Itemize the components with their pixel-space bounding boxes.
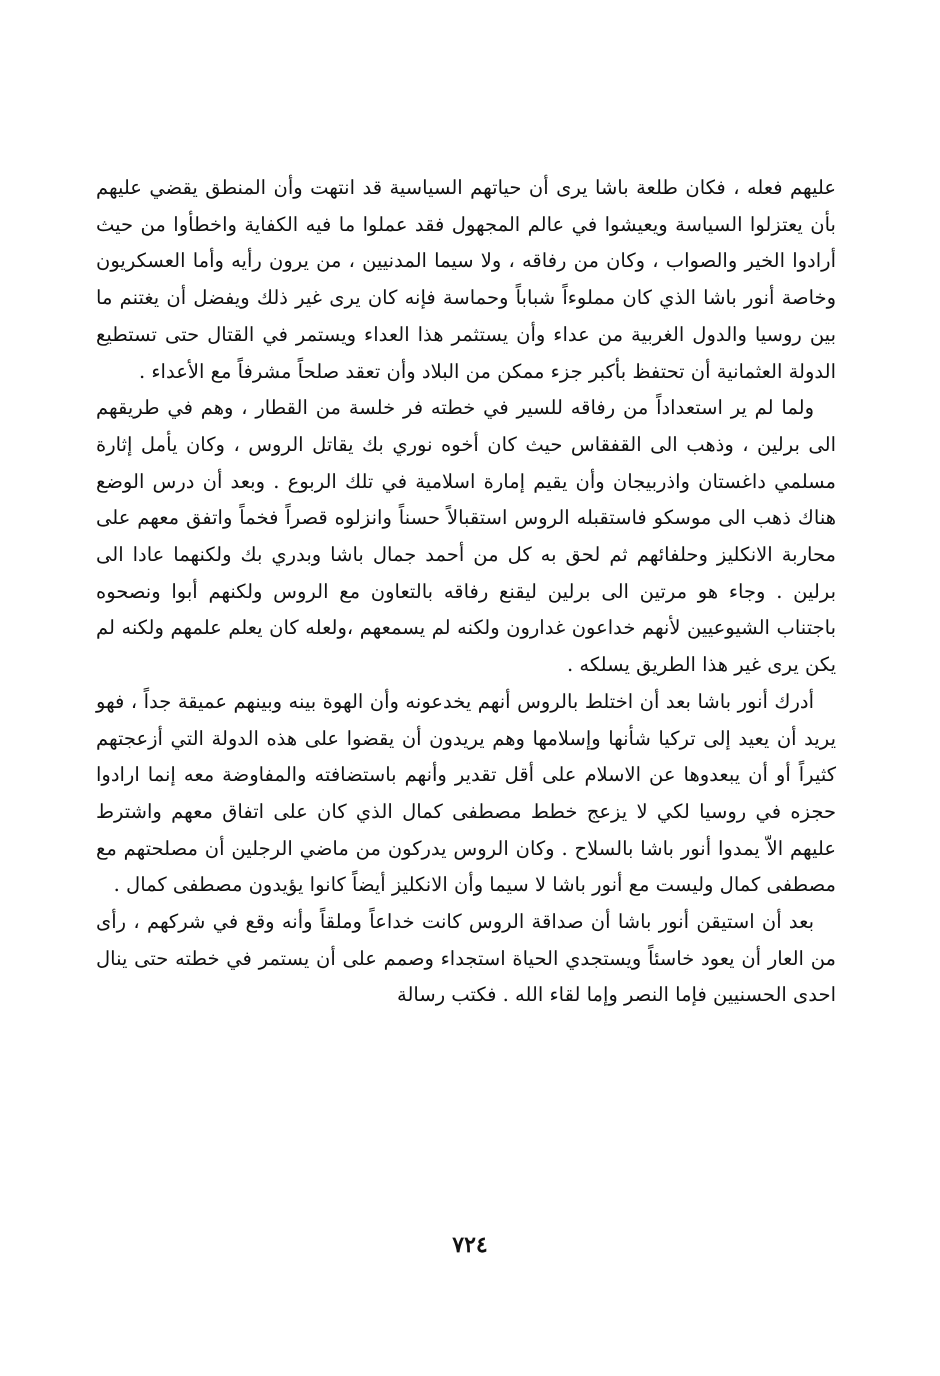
body-text: [96, 170, 836, 1014]
paragraph: عليهم فعله ، فكان طلعة باشا يرى أن حياتهم السياسية قد انتهت وأن المنطق يقضي عليهم بأن يعتزلوا السياسة ويعيشوا في عالم المجهول فقد عملوا ما فيه الكفاية واخطأوا من حيث أرادوا الخير والصواب ، وكان من رفاقه ، ولا سيما المدنيين ، من يرون رأيه وأما العسكريون وخاصة أنور باشا الذي كان مملوءاً شباباً وحماسة فإنه كان يرى غير ذلك ويفضل أن يغتنم ما بين روسيا والدول الغربية من عداء وأن يستثمر هذا العداء ويستمر في القتال حتى تستطيع الدولة العثمانية أن تحتفظ بأكبر جزء ممكن من البلاد وأن تعقد صلحاً مشرفاً مع الأعداء .: [96, 176, 836, 383]
page-number: ٧٢٤: [452, 1232, 488, 1258]
paragraph: أدرك أنور باشا بعد أن اختلط بالروس أنهم يخدعونه وأن الهوة بينه وبينهم عميقة جداً ، فهو يريد أن يعيد إلى تركيا شأنها وإسلامها وهم يريدون أن يقضوا على هذه الدولة التي أزعجتهم كثيراً أو أن يبعدوها عن الاسلام على أقل تقدير وأنهم باستضافته والمفاوضة معه إنما ارادوا حجزه في روسيا لكي لا يزعج خطط مصطفى كمال الذي كان على اتفاق معهم واشترط عليهم الاّ يمدوا أنور باشا بالسلاح . وكان الروس يدركون من ماضي الرجلين أن مصلحتهم مع مصطفى كمال وليست مع أنور باشا لا سيما وأن الانكليز أيضاً كانوا يؤيدون مصطفى كمال .: [96, 689, 836, 897]
paragraph: بعد أن استيقن أنور باشا أن صداقة الروس كانت خداعاً وملقاً وأنه وقع في شركهم ، رأى من العار أن يعود خاسئاً ويستجدي الحياة استجداء وصمم على أن يستمر في خطته حتى ينال احدى الحسنيين فإما النصر وإما لقاء الله . فكتب رسالة: [96, 910, 836, 1007]
paragraph: ولما لم ير استعداداً من رفاقه للسير في خطته فر خلسة من القطار ، وهم في طريقهم الى برلين ، وذهب الى القفقاس حيث كان أخوه نوري بك يقاتل الروس ، وكان يأمل إثارة مسلمي داغستان واذربيجان وأن يقيم إمارة اسلامية في تلك الربوع . وبعد أن درس الوضع هناك ذهب الى موسكو فاستقبله الروس استقبالاً حسناً وانزلوه قصراً فخماً واتفق معهم على محاربة الانكليز وحلفائهم ثم لحق به كل من أحمد جمال باشا وبدري بك ولكنهما عادا الى برلين . وجاء هو مرتين الى برلين ليقنع رفاقه بالتعاون مع الروس ولكنهم أبوا ونصحوه باجتناب الشيوعيين لأنهم خداعون غدارون ولكنه لم يسمعهم ،ولعله كان يعلم علمهم ولكنه لم يكن يرى غير هذا الطريق يسلكه .: [96, 396, 836, 677]
